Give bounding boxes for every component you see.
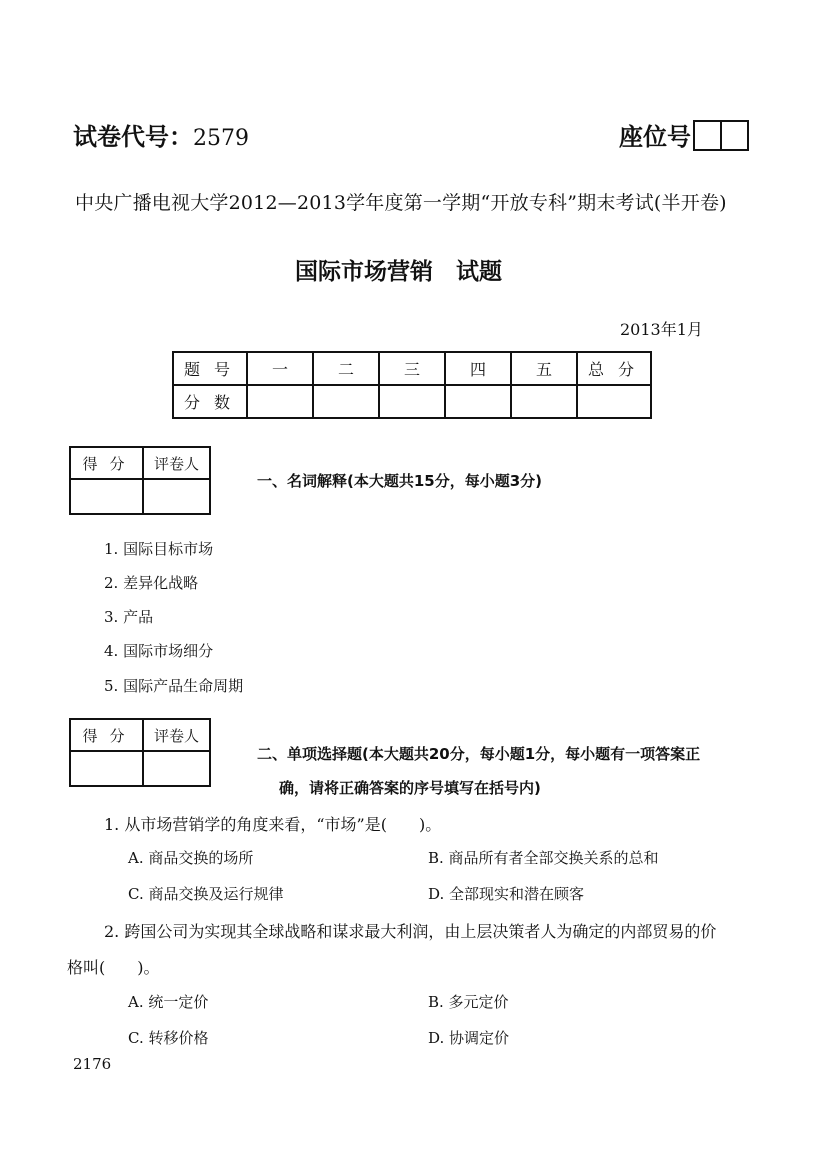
grader-entry — [143, 751, 210, 786]
section-1-heading: 一、名词解释(本大题共15分，每小题3分) — [257, 472, 543, 490]
section-2-heading-line2: 确，请将正确答案的序号填写在括号内) — [279, 779, 541, 797]
question-2-option-a: A. 统一定价 — [128, 993, 209, 1011]
score-label: 得分 — [70, 447, 143, 479]
score-cell — [247, 385, 313, 418]
column-2: 二 — [313, 352, 379, 385]
term-item: 3. 产品 — [104, 608, 154, 626]
score-entry — [70, 479, 143, 514]
question-1-option-a: A. 商品交换的场所 — [128, 849, 254, 867]
grader-label: 评卷人 — [143, 719, 210, 751]
exam-title: 国际市场营销 试题 — [295, 259, 502, 285]
score-cell — [445, 385, 511, 418]
exam-subtitle: 中央广播电视大学2012—2013学年度第一学期“开放专科”期末考试(半开卷) — [75, 192, 727, 214]
score-label: 得分 — [70, 719, 143, 751]
score-table-score-row — [173, 385, 651, 418]
exam-date: 2013年1月 — [620, 320, 703, 339]
seat-number-boxes — [693, 120, 749, 151]
total-label: 总分 — [577, 352, 651, 385]
exam-code-value: 2579 — [193, 126, 249, 151]
score-table-header-row — [173, 352, 651, 385]
term-item: 2. 差异化战略 — [104, 574, 199, 592]
grader-label: 评卷人 — [143, 447, 210, 479]
exam-code-label: 试卷代号： — [73, 123, 193, 151]
score-cell — [577, 385, 651, 418]
score-entry — [70, 751, 143, 786]
question-1-option-c: C. 商品交换及运行规律 — [128, 885, 284, 903]
column-1: 一 — [247, 352, 313, 385]
score-table — [172, 351, 652, 419]
question-2-option-b: B. 多元定价 — [428, 993, 509, 1011]
grader-box-2 — [69, 718, 211, 787]
exam-code — [73, 117, 249, 152]
term-item: 4. 国际市场细分 — [104, 642, 214, 660]
column-5: 五 — [511, 352, 577, 385]
score-cell — [313, 385, 379, 418]
page-number: 2176 — [73, 1055, 112, 1073]
question-2-option-c: C. 转移价格 — [128, 1029, 209, 1047]
question-2-line2: 格叫( )。 — [67, 958, 160, 977]
question-number-label: 题号 — [173, 352, 247, 385]
grader-entry — [143, 479, 210, 514]
term-item: 1. 国际目标市场 — [104, 540, 214, 558]
question-1-option-d: D. 全部现实和潜在顾客 — [428, 885, 585, 903]
term-item: 5. 国际产品生命周期 — [104, 677, 244, 695]
section-2-heading-line1: 二、单项选择题(本大题共20分，每小题1分，每小题有一项答案正 — [257, 745, 701, 763]
score-cell — [511, 385, 577, 418]
score-row-label: 分数 — [173, 385, 247, 418]
seat-number-label: 座位号 — [619, 123, 691, 151]
question-2-option-d: D. 协调定价 — [428, 1029, 510, 1047]
question-1-option-b: B. 商品所有者全部交换关系的总和 — [428, 849, 659, 867]
grader-box-1 — [69, 446, 211, 515]
column-4: 四 — [445, 352, 511, 385]
question-1: 1. 从市场营销学的角度来看，“市场”是( )。 — [104, 815, 442, 834]
score-cell — [379, 385, 445, 418]
question-2-line1: 2. 跨国公司为实现其全球战略和谋求最大利润，由上层决策者人为确定的内部贸易的价 — [104, 922, 717, 941]
column-3: 三 — [379, 352, 445, 385]
